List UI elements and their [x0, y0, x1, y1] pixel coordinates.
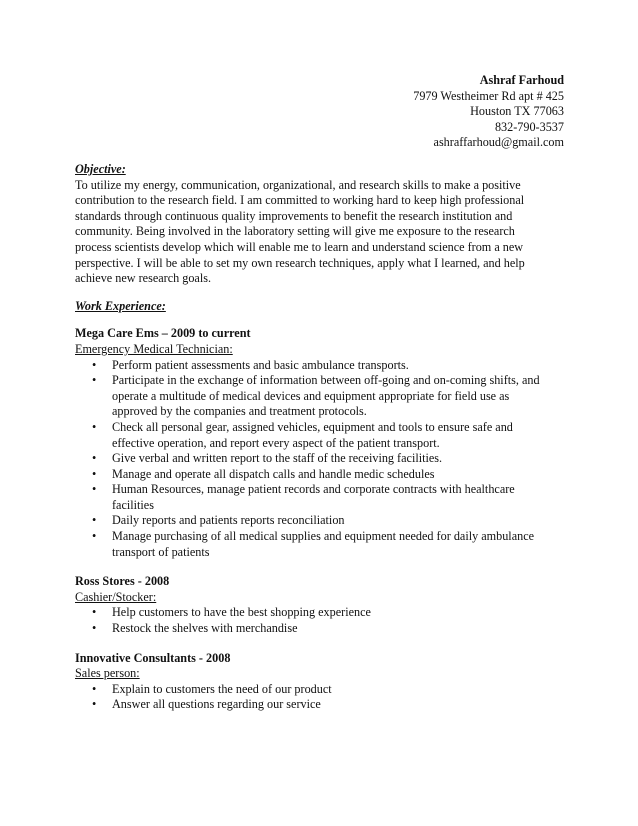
job-role: Emergency Medical Technician:	[75, 341, 233, 356]
job-duties	[75, 605, 565, 636]
duty-item	[75, 467, 565, 483]
contact-block	[413, 73, 564, 151]
city-line: Houston TX 77063	[470, 104, 564, 119]
phone-line: 832-790-3537	[494, 119, 564, 134]
duty-text: Daily reports and patients reports reconciliation	[112, 513, 345, 528]
objective-heading: Objective:	[75, 162, 126, 176]
bullet-icon: •	[92, 373, 97, 388]
duty-text: approved by the companies and treatment protocols.	[112, 404, 367, 419]
objective-line: community. Being involved in the laboratory setting will give me exposure to the research	[75, 224, 515, 239]
duty-item	[75, 513, 565, 529]
duty-item	[75, 373, 565, 420]
bullet-icon: •	[92, 697, 97, 712]
objective-line: contribution to the research field. I am committed to working hard to keep high professional	[75, 193, 525, 208]
duty-text: Manage purchasing of all medical supplies and equipment needed for daily ambulance	[112, 529, 535, 544]
objective-line: perspective. I will be able to set my own research techniques, apply what I learned, and help	[75, 255, 525, 270]
candidate-name: Ashraf Farhoud	[479, 73, 564, 87]
job-role: Cashier/Stocker:	[75, 589, 157, 604]
bullet-icon: •	[92, 605, 97, 620]
job-entry	[75, 574, 565, 636]
bullet-icon: •	[92, 513, 97, 528]
objective-line: process scientists develop which will enable me to learn and understand science from a new	[75, 239, 524, 254]
duty-text: Manage and operate all dispatch calls and handle medic schedules	[112, 466, 435, 481]
objective-line: To utilize my energy, communication, organizational, and research skills to make a positive	[75, 177, 521, 192]
duty-item	[75, 529, 565, 560]
job-role: Sales person:	[75, 666, 140, 681]
duty-item	[75, 697, 565, 713]
duty-item	[75, 482, 565, 513]
bullet-icon: •	[92, 529, 97, 544]
duty-text: facilities	[112, 497, 154, 512]
job-title: Mega Care Ems – 2009 to current	[75, 326, 251, 341]
job-entry	[75, 326, 565, 560]
job-duties	[75, 358, 565, 561]
duty-text: Help customers to have the best shopping experience	[112, 605, 371, 620]
job-title: Ross Stores - 2008	[75, 574, 170, 589]
duty-text: transport of patients	[112, 544, 210, 559]
duty-text: Restock the shelves with merchandise	[112, 621, 298, 636]
duty-text: Human Resources, manage patient records and corporate contracts with healthcare	[112, 482, 515, 497]
job-entry	[75, 651, 565, 713]
address-line: 7979 Westheimer Rd apt # 425	[413, 88, 564, 103]
duty-text: Answer all questions regarding our service	[112, 697, 321, 712]
duty-text: Participate in the exchange of information between off-going and on-coming shifts, and	[112, 373, 540, 388]
experience-heading: Work Experience:	[75, 298, 166, 313]
duty-text: operate a multitude of medical devices and equipment appropriate for field use as	[112, 388, 510, 403]
bullet-icon: •	[92, 681, 97, 696]
bullet-icon: •	[92, 482, 97, 497]
duty-text: Perform patient assessments and basic ambulance transports.	[112, 357, 409, 372]
bullet-icon: •	[92, 451, 97, 466]
job-title: Innovative Consultants - 2008	[75, 650, 231, 665]
resume-body	[75, 162, 565, 713]
duty-text: Check all personal gear, assigned vehicles, equipment and tools to ensure safe and	[112, 419, 513, 434]
bullet-icon: •	[92, 419, 97, 434]
duty-text: effective operation, and report every aspect of the patient transport.	[112, 435, 440, 450]
objective-line: standards through continuous quality improvements to benefit the research institution and	[75, 208, 513, 223]
duty-item	[75, 420, 565, 451]
duty-item	[75, 451, 565, 467]
objective-text	[75, 178, 565, 287]
duty-item	[75, 621, 565, 637]
bullet-icon: •	[92, 466, 97, 481]
job-duties	[75, 682, 565, 713]
bullet-icon: •	[92, 357, 97, 372]
duty-item	[75, 605, 565, 621]
duty-text: Give verbal and written report to the staff of the receiving facilities.	[112, 451, 443, 466]
duty-item	[75, 358, 565, 374]
duty-item	[75, 682, 565, 698]
bullet-icon: •	[92, 621, 97, 636]
email-line: ashraffarhoud@gmail.com	[433, 135, 564, 150]
duty-text: Explain to customers the need of our product	[112, 681, 332, 696]
objective-line: achieve new research goals.	[75, 271, 212, 286]
